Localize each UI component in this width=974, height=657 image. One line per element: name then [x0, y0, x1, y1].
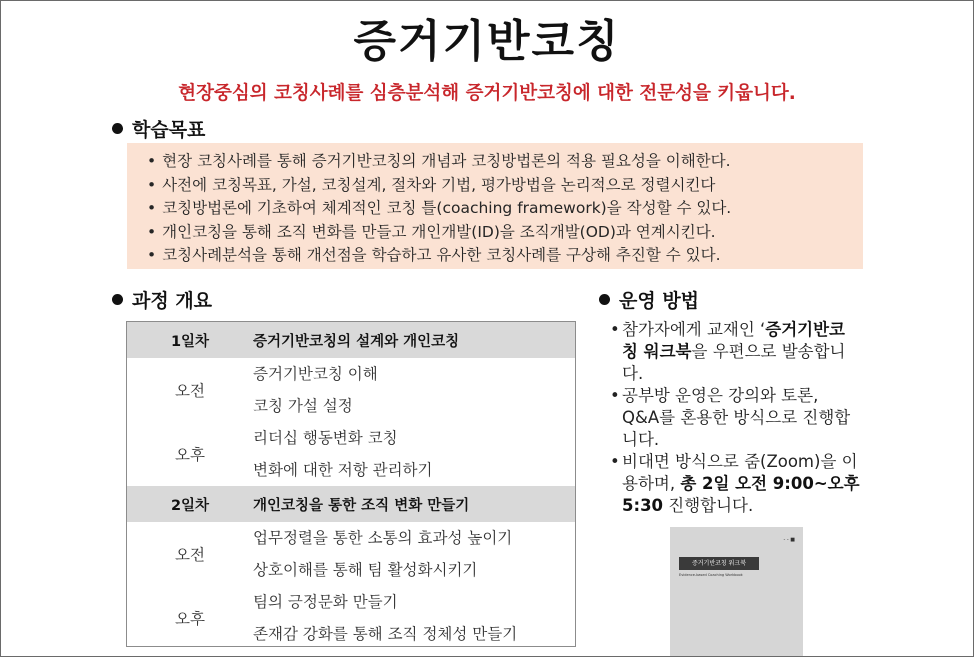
session-label: 오전 [175, 546, 205, 564]
operation-item [610, 451, 860, 517]
session-items [253, 422, 575, 486]
course-table [126, 321, 576, 647]
operation-item [610, 385, 860, 451]
session-item: 업무정렬을 통한 소통의 효과성 높이기 [253, 529, 513, 547]
operation-text: 공부방 운영은 강의와 토론, Q&A를 혼용한 방식으로 진행합니다. [622, 386, 851, 449]
goal-item: • 코칭사례분석을 통해 개선점을 학습하고 유사한 코칭사례를 구상해 추진할 수 있다. [147, 244, 863, 268]
session-row [127, 422, 575, 486]
session-item: 변화에 대한 저항 관리하기 [253, 461, 433, 479]
book-title-label: 증거기반코칭 워크북 [679, 557, 759, 570]
bullet-dot-icon [112, 123, 123, 134]
book-subtitle: Evidence-based Coaching Workbook [679, 573, 743, 577]
day-header-row [127, 322, 575, 358]
goal-item: • 코칭방법론에 기초하여 체계적인 코칭 틀(coaching framework)을 작성할 수 있다. [147, 197, 863, 221]
session-item: 증거기반코칭 이해 [253, 365, 378, 383]
session-item: 코칭 가설 설정 [253, 397, 353, 415]
goal-item: • 개인코칭을 통해 조직 변화를 만들고 개인개발(ID)을 조직개발(OD)과 연계시킨다. [147, 221, 863, 245]
session-item: 팀의 긍정문화 만들기 [253, 593, 398, 611]
bullet-dot-icon [599, 294, 610, 305]
goal-item: • 현장 코칭사례를 통해 증거기반코칭의 개념과 코칭방법론의 적용 필요성을 이해한다. [147, 150, 863, 174]
day-label: 2일차 [170, 497, 210, 514]
day-title: 증거기반코칭의 설계와 개인코칭 [253, 333, 460, 350]
session-label: 오후 [175, 610, 205, 628]
goal-item: • 사전에 코칭목표, 가설, 코칭설계, 절차와 기법, 평가방법을 논리적으로 정렬시킨다 [147, 174, 863, 198]
session-items [253, 586, 575, 650]
page-subtitle: 현장중심의 코칭사례를 심층분석해 증거기반코칭에 대한 전문성을 키웁니다. [178, 83, 796, 104]
book-corner-mark: - - ■ [783, 537, 795, 543]
session-item: 리더십 행동변화 코칭 [253, 429, 398, 447]
session-items [253, 522, 575, 586]
operation-item [610, 319, 860, 385]
session-row [127, 358, 575, 422]
session-item: 존재감 강화를 통해 조직 정체성 만들기 [253, 625, 518, 643]
goals-heading-label: 학습목표 [132, 119, 206, 141]
session-row [127, 586, 575, 650]
session-item: 상호이해를 통해 팀 활성화시키기 [253, 561, 478, 579]
goals-list [147, 150, 863, 268]
goals-heading [112, 115, 205, 142]
session-items [253, 358, 575, 422]
session-label: 오후 [175, 446, 205, 464]
day-header-row [127, 486, 575, 522]
overview-heading-label: 과정 개요 [132, 290, 213, 312]
operation-heading-label: 운영 방법 [619, 290, 700, 312]
operation-text: 진행합니다. [663, 496, 754, 515]
operation-text: 을 우편으로 발송합니다. [622, 342, 846, 383]
workbook-name: 증거기반코칭 워크북 [622, 320, 845, 361]
session-label: 오전 [175, 382, 205, 400]
workbook-cover-image [670, 527, 803, 657]
goals-box [127, 143, 863, 269]
schedule-highlight: 총 2일 오전 9:00~오후5:30 [622, 474, 860, 515]
operation-text: 비대면 방식으로 줌(Zoom)을 이용하며, [622, 452, 858, 493]
operation-list [610, 319, 860, 517]
bullet-dot-icon [112, 294, 123, 305]
operation-text: 참가자에게 교재인 ‘ [622, 320, 766, 339]
page-title: 증거기반코칭 [353, 16, 621, 67]
overview-heading [112, 286, 212, 313]
day-label: 1일차 [170, 333, 210, 350]
session-row [127, 522, 575, 586]
day-title: 개인코칭을 통한 조직 변화 만들기 [253, 497, 470, 514]
operation-heading [599, 286, 699, 313]
